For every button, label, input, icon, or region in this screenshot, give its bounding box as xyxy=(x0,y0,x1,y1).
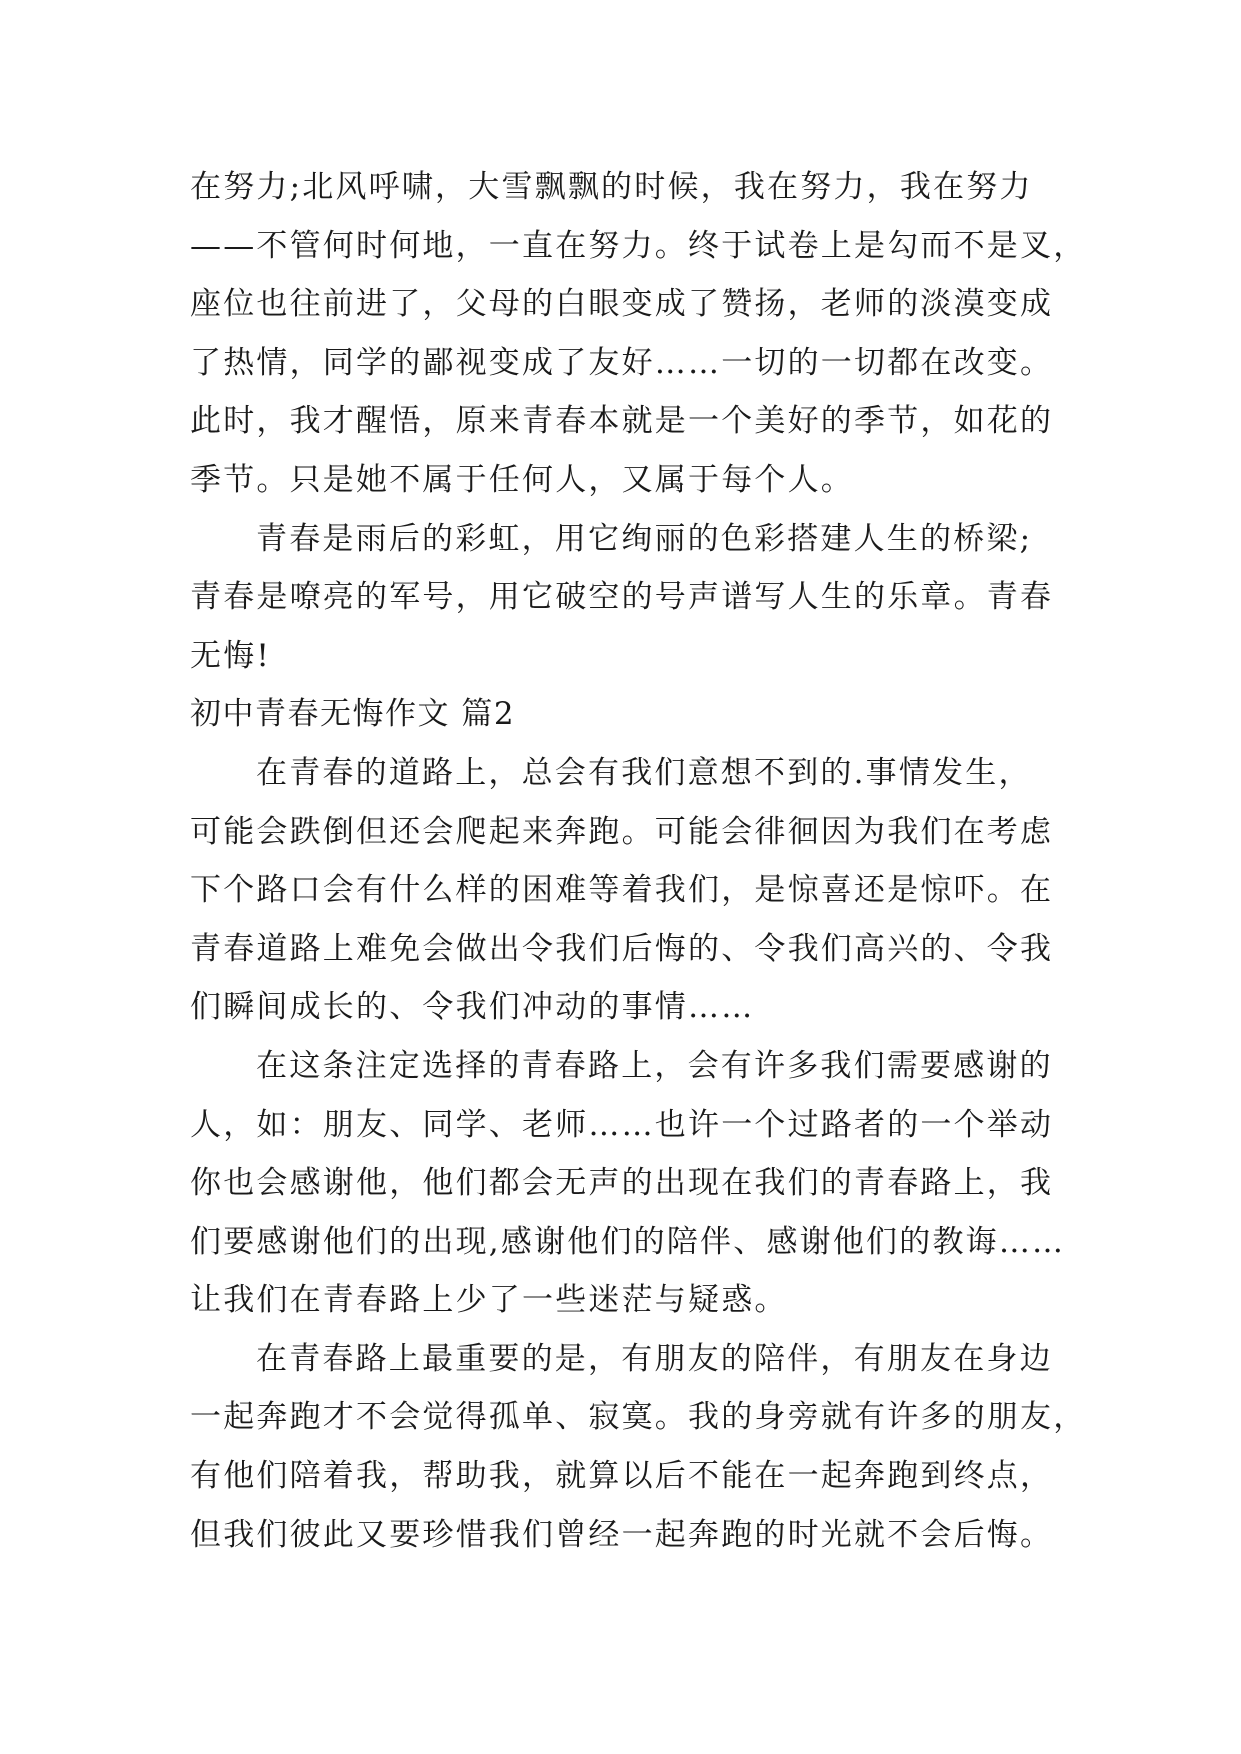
section-title: 初中青春无悔作文 篇2 xyxy=(190,696,516,733)
text-line: 了热情，同学的鄙视变成了友好……一切的一切都在改变。 xyxy=(190,344,1054,381)
text-line: 你也会感谢他，他们都会无声的出现在我们的青春路上，我 xyxy=(190,1165,1054,1202)
text-line: 一起奔跑才不会觉得孤单、寂寞。我的身旁就有许多的朋友， xyxy=(190,1399,1087,1436)
text-line: 但我们彼此又要珍惜我们曾经一起奔跑的时光就不会后悔。 xyxy=(190,1516,1054,1553)
paragraph-rainbow xyxy=(190,510,1070,686)
text-line: 无悔! xyxy=(190,637,272,674)
text-line: 可能会跌倒但还会爬起来奔跑。可能会徘徊因为我们在考虑 xyxy=(190,813,1054,850)
section-heading xyxy=(190,685,1070,744)
text-line: 们瞬间成长的、令我们冲动的事情…… xyxy=(190,989,755,1026)
text-line: 让我们在青春路上少了一些迷茫与疑惑。 xyxy=(190,1282,788,1319)
text-line: 在青春的道路上，总会有我们意想不到的.事情发生， xyxy=(256,754,1032,791)
text-line: 在努力;北风呼啸，大雪飘飘的时候，我在努力，我在努力 xyxy=(190,169,1033,205)
text-line: 有他们陪着我，帮助我，就算以后不能在一起奔跑到终点， xyxy=(190,1458,1054,1495)
document-body xyxy=(190,158,1087,1564)
text-line: 此时，我才醒悟，原来青春本就是一个美好的季节，如花的 xyxy=(190,403,1054,440)
text-line: 下个路口会有什么样的困难等着我们，是惊喜还是惊吓。在 xyxy=(190,872,1054,909)
text-line: 青春是嘹亮的军号，用它破空的号声谱写人生的乐章。青春 xyxy=(190,579,1054,616)
text-line: 在这条注定选择的青春路上，会有许多我们需要感谢的 xyxy=(256,1047,1053,1084)
paragraph-effort-continued xyxy=(190,158,1087,510)
text-line: 季节。只是她不属于任何人，又属于每个人。 xyxy=(190,461,854,498)
text-line: 在青春路上最重要的是，有朋友的陪伴，有朋友在身边 xyxy=(256,1340,1053,1377)
paragraph-road xyxy=(190,744,1070,1037)
paragraph-friends xyxy=(190,1330,1087,1564)
text-line: 们要感谢他们的出现,感谢他们的陪伴、感谢他们的教诲…… xyxy=(190,1223,1066,1260)
text-line: 青春是雨后的彩虹，用它绚丽的色彩搭建人生的桥梁; xyxy=(256,520,1033,557)
text-line: 青春道路上难免会做出令我们后悔的、令我们高兴的、令我 xyxy=(190,930,1054,967)
paragraph-gratitude xyxy=(190,1037,1070,1330)
text-line: 座位也往前进了，父母的白眼变成了赞扬，老师的淡漠变成 xyxy=(190,286,1054,323)
text-line: ——不管何时何地，一直在努力。终于试卷上是勾而不是叉， xyxy=(190,227,1087,264)
text-line: 人，如：朋友、同学、老师……也许一个过路者的一个举动 xyxy=(190,1106,1054,1143)
